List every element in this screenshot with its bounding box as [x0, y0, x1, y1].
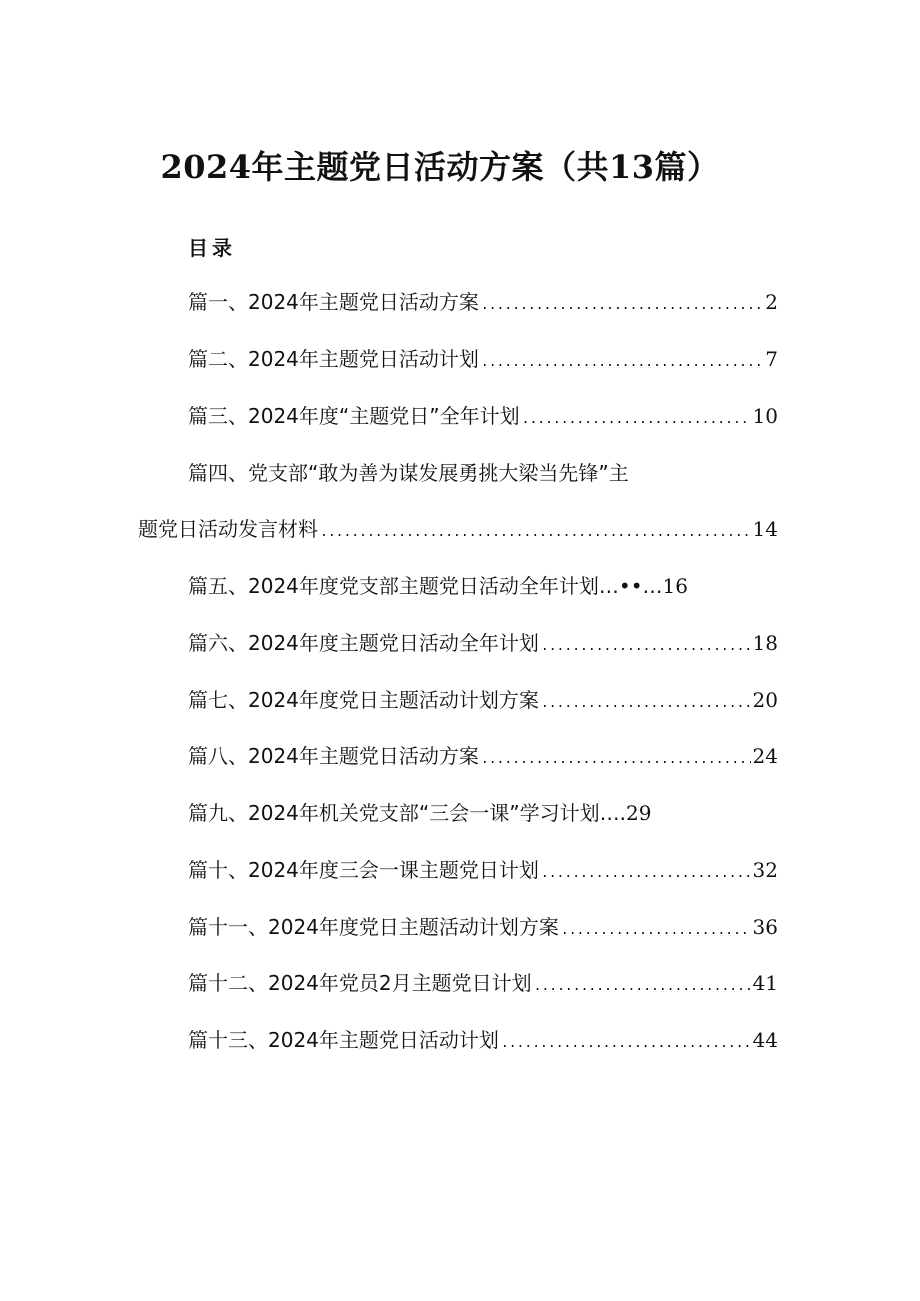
dot-leader — [481, 348, 763, 378]
toc-entry-label: 篇二、2024年主题党日活动计划 — [188, 347, 479, 371]
toc-entry-label: 篇四、党支部“敢为善为谋发展勇挑大梁当先锋”主 — [188, 461, 629, 485]
toc-heading: 目录 — [188, 236, 236, 260]
toc-entry-label: 篇一、2024年主题党日活动方案 — [188, 290, 479, 314]
toc-entry-label: 篇六、2024年度主题党日活动全年计划 — [188, 631, 539, 655]
toc-entry-label: 篇十三、2024年主题党日活动计划 — [188, 1028, 499, 1052]
toc-entry-page: 36 — [752, 915, 778, 939]
toc-entry-page: 16 — [662, 574, 688, 598]
dot-leader — [561, 916, 751, 946]
toc-entry-page: 44 — [752, 1028, 778, 1052]
toc-entry-4-line-1[interactable] — [188, 458, 629, 488]
toc-entry-page: 2 — [765, 290, 778, 314]
toc-entry-label: 篇十一、2024年度党日主题活动计划方案 — [188, 915, 559, 939]
toc-entry-8[interactable] — [188, 741, 778, 771]
toc-entry-9[interactable] — [188, 798, 651, 828]
toc-entry-10[interactable] — [188, 855, 778, 885]
toc-entry-label: 篇九、2024年机关党支部“三会一课”学习计划…. — [188, 801, 626, 825]
toc-entry-page: 41 — [752, 971, 778, 995]
toc-entry-11[interactable] — [188, 912, 778, 942]
dot-leader — [320, 518, 751, 548]
toc-entry-label: 篇十二、2024年党员2月主题党日计划 — [188, 971, 532, 995]
toc-entry-page: 10 — [752, 404, 778, 428]
toc-entry-label: 篇八、2024年主题党日活动方案 — [188, 744, 479, 768]
dot-leader — [541, 632, 751, 662]
dot-leader — [522, 405, 751, 435]
toc-entry-4-line-2[interactable] — [138, 514, 778, 544]
toc-entry-label: 篇十、2024年度三会一课主题党日计划 — [188, 858, 539, 882]
toc-entry-page: 14 — [752, 517, 778, 541]
toc-entry-page: 7 — [765, 347, 778, 371]
dot-leader — [541, 859, 751, 889]
toc-entry-page: 24 — [752, 744, 778, 768]
toc-entry-1[interactable] — [188, 287, 778, 317]
toc-entry-label: 篇三、2024年度“主题党日”全年计划 — [188, 404, 520, 428]
toc-entry-2[interactable] — [188, 344, 778, 374]
document-title: 2024年主题党日活动方案（共13篇） — [160, 148, 720, 186]
toc-entry-label: 篇七、2024年度党日主题活动计划方案 — [188, 688, 539, 712]
dot-leader — [541, 689, 751, 719]
toc-entry-page: 32 — [752, 858, 778, 882]
toc-entry-7[interactable] — [188, 685, 778, 715]
dot-leader — [534, 972, 751, 1002]
toc-entry-label: 篇五、2024年度党支部主题党日活动全年计划…••… — [188, 574, 663, 598]
toc-entry-6[interactable] — [188, 628, 778, 658]
toc-entry-13[interactable] — [188, 1025, 778, 1055]
toc-entry-3[interactable] — [188, 401, 778, 431]
dot-leader — [481, 291, 763, 321]
toc-entry-12[interactable] — [188, 968, 778, 998]
dot-leader — [481, 745, 751, 775]
toc-entry-page: 20 — [752, 688, 778, 712]
toc-entry-5[interactable] — [188, 571, 688, 601]
toc-entry-page: 18 — [752, 631, 778, 655]
toc-entry-label: 题党日活动发言材料 — [138, 517, 318, 541]
dot-leader — [501, 1029, 751, 1059]
toc-entry-page: 29 — [625, 801, 652, 825]
